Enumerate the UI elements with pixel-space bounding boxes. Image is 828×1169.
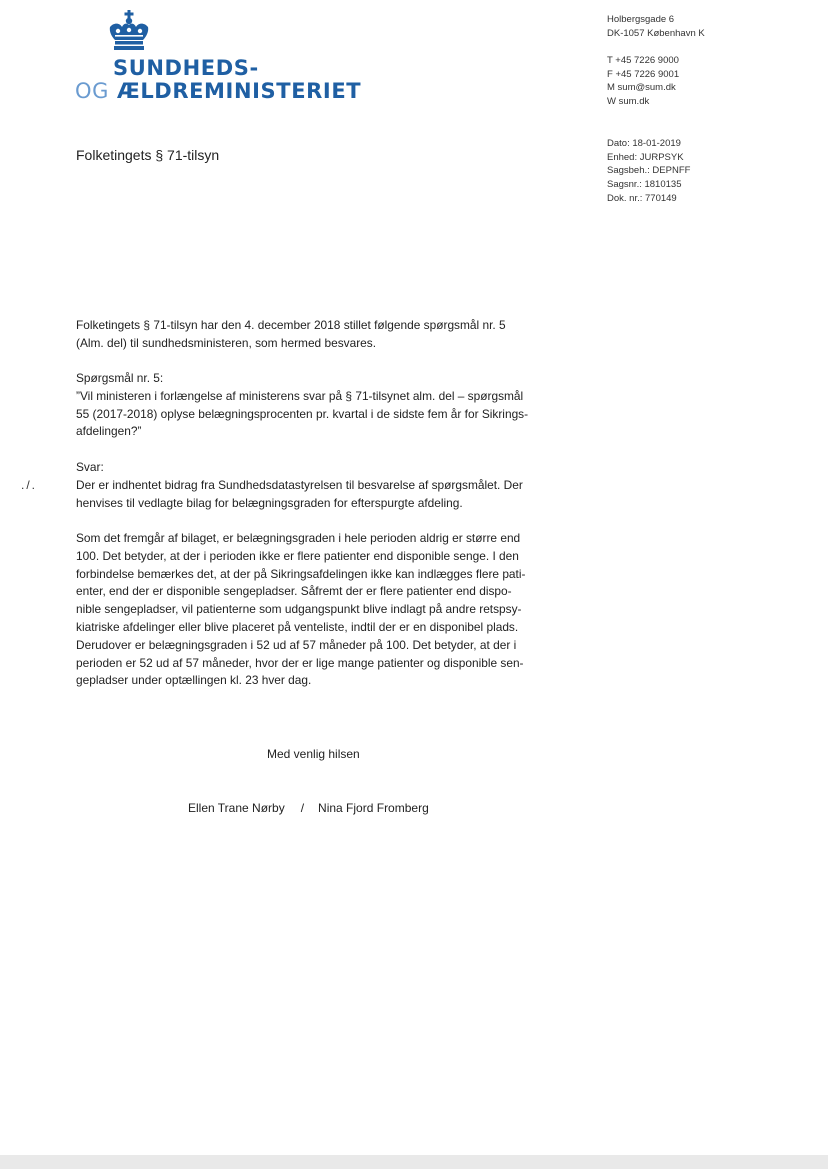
contact-mail: M sum@sum.dk [607,82,676,94]
question-label: Spørgsmål nr. 5: [76,371,164,385]
body-line: kiatriske afdelinger eller blive placeret på venteliste, indtil der er en disponibel plads. [76,619,519,634]
body-line: Som det fremgår af bilaget, er belægningsgraden i hele perioden aldrig er større end [76,531,521,545]
question-line: 55 (2017-2018) oplyse belægningsprocenten pr. kvartal i de sidste fem år for Sikrings- [76,406,529,421]
answer-line: henvises til vedlagte bilag for belægningsgraden for efterspurgte afdeling. [76,495,463,510]
question-line: ”Vil ministeren i forlængelse af ministerens svar på § 71-tilsynet alm. del – spørgsmål [76,388,524,403]
answer-block [76,459,566,512]
body-line: enter, end der er disponible sengepladser. Såfremt der er flere patienter end dispo- [76,584,512,599]
body-line: Folketingets § 71-tilsyn har den 4. december 2018 stillet følgende spørgsmål nr. 5 [76,318,506,332]
body-line: nible sengepladser, vil patienterne som udgangspunkt blive indlagt på andre retspsy- [76,602,522,617]
page-bottom-edge [0,1155,828,1169]
meta-case-number: Sagsnr.: 1810135 [607,179,682,191]
crown-icon [106,10,152,52]
main-paragraph [76,530,566,690]
question-block [76,370,566,441]
signature-separator: / [300,801,305,815]
address-line: DK-1057 København K [607,27,705,39]
address-line: Holbergsgade 6 [607,14,675,25]
logo-text-line2 [75,81,361,102]
recipient: Folketingets § 71-tilsyn [76,147,220,163]
meta-doc-number: Dok. nr.: 770149 [607,192,677,204]
contact-phone: T +45 7226 9000 [607,55,679,66]
logo-og-prefix: OG [75,79,110,103]
signer-name: Ellen Trane Nørby [188,801,285,815]
contact-web: W sum.dk [607,96,650,108]
body-line: 100. Det betyder, at der i perioden ikke er flere patienter end disponible senge. I den [76,548,519,563]
document-meta [607,137,690,206]
meta-case-officer: Sagsbeh.: DEPNFF [607,165,691,177]
signer-name: Nina Fjord Fromberg [318,801,429,815]
signatures [188,801,429,815]
sender-address [607,13,705,40]
meta-date: Dato: 18-01-2019 [607,138,681,149]
body-line: Derudover er belægningsgraden i 52 ud af 57 måneder på 100. Det betyder, at der i [76,637,517,652]
meta-unit: Enhed: JURPSYK [607,151,684,163]
sender-contact [607,54,679,109]
body-line: (Alm. del) til sundhedsministeren, som hermed besvares. [76,335,377,350]
body-line: perioden er 52 ud af 57 måneder, hvor der er lige mange patienter og disponible sen- [76,655,524,670]
logo-text-line1: SUNDHEDS- [113,56,259,80]
body-line: forbindelse bemærkes det, at der på Sikringsafdelingen ikke kan indlægges flere pati- [76,566,526,581]
body-line: gepladser under optællingen kl. 23 hver dag. [76,673,312,688]
answer-label: Svar: [76,460,104,474]
margin-mark: ./. [21,478,38,492]
intro-paragraph [76,317,566,353]
closing-greeting: Med venlig hilsen [267,747,360,761]
answer-line: Der er indhentet bidrag fra Sundhedsdatastyrelsen til besvarelse af spørgsmålet. Der [76,477,523,492]
contact-fax: F +45 7226 9001 [607,68,680,80]
logo-ministry-name: ÆLDREMINISTERIET [116,79,362,103]
question-line: afdelingen?” [76,424,142,439]
